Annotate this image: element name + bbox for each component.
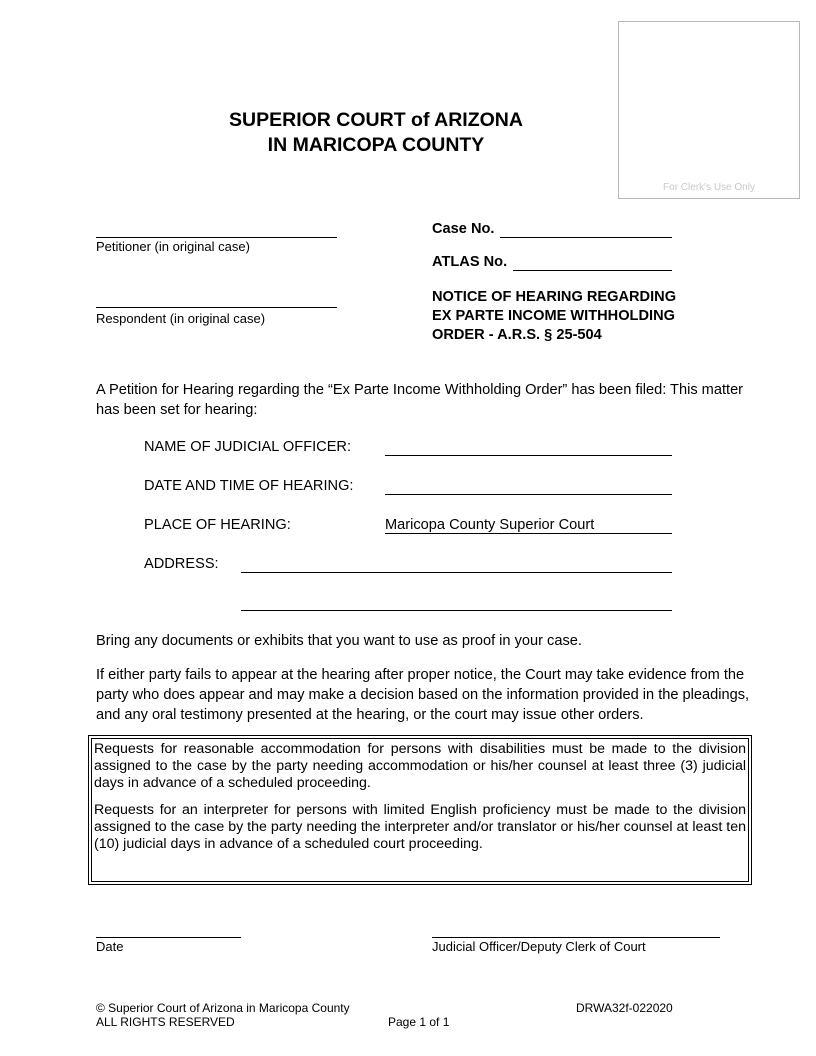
date-time-field[interactable] (385, 478, 672, 495)
atlas-no-label: ATLAS No. (432, 254, 508, 270)
failure-line3: and any oral testimony presented at the hearing, or the court may issue other orders. (96, 707, 644, 723)
place-value: Maricopa County Superior Court (385, 517, 595, 533)
documents-instruction: Bring any documents or exhibits that you want to use as proof in your case. (96, 633, 582, 649)
document-title-line2: EX PARTE INCOME WITHHOLDING (432, 308, 675, 324)
footer-page-number: Page 1 of 1 (388, 1015, 450, 1029)
date-time-label: DATE AND TIME OF HEARING: (144, 478, 354, 494)
footer-form-code: DRWA32f-022020 (576, 1001, 673, 1015)
officer-signature-line[interactable] (432, 924, 720, 938)
judicial-officer-field[interactable] (385, 439, 672, 456)
document-title-line3: ORDER - A.R.S. § 25-504 (432, 327, 602, 343)
clerk-use-box (618, 21, 800, 199)
footer-copyright: © Superior Court of Arizona in Maricopa County (96, 1001, 350, 1015)
respondent-label: Respondent (in original case) (96, 311, 266, 326)
respondent-line[interactable] (96, 292, 337, 308)
address-field-line2[interactable] (241, 594, 672, 611)
address-label: ADDRESS: (144, 556, 219, 572)
intro-line1: A Petition for Hearing regarding the “Ex Parte Income Withholding Order” has been filed: This matter (96, 382, 744, 398)
atlas-no-field[interactable] (513, 255, 672, 271)
place-label: PLACE OF HEARING: (144, 517, 291, 533)
court-county: IN MARICOPA COUNTY (267, 134, 485, 156)
notice-box-inner (91, 738, 749, 882)
judicial-officer-label: NAME OF JUDICIAL OFFICER: (144, 439, 352, 455)
petitioner-line[interactable] (96, 222, 337, 238)
court-name: SUPERIOR COURT of ARIZONA (229, 109, 523, 131)
date-signature-line[interactable] (96, 924, 241, 938)
clerk-use-label: For Clerk's Use Only (663, 182, 755, 193)
petitioner-label: Petitioner (in original case) (96, 239, 250, 254)
officer-label: Judicial Officer/Deputy Clerk of Court (432, 939, 646, 954)
intro-line2: has been set for hearing: (96, 402, 258, 418)
place-field[interactable] (385, 516, 672, 534)
notice-box (88, 735, 752, 885)
date-label: Date (96, 939, 124, 954)
case-no-label: Case No. (432, 221, 495, 237)
case-no-field[interactable] (500, 222, 672, 238)
failure-line1: If either party fails to appear at the hearing after proper notice, the Court may take evidence from the (96, 667, 745, 683)
failure-line2: party who does appear and may make a decision based on the information provided in the pleadings, (96, 687, 750, 703)
address-field-line1[interactable] (241, 556, 672, 573)
document-title-line1: NOTICE OF HEARING REGARDING (432, 289, 677, 305)
interpreter-notice: Requests for an interpreter for persons with limited English proficiency must be made to the division assigned to the case by the party needing the interpreter and/or translator or his/her counsel at least ten (10) judicial days in advance of a scheduled court proceeding. (94, 802, 746, 852)
accommodation-notice: Requests for reasonable accommodation for persons with disabilities must be made to the division assigned to the case by the party needing accommodation or his/her counsel at least three (3) judicial days in advance of a scheduled proceeding. (94, 741, 746, 791)
footer-rights: ALL RIGHTS RESERVED (96, 1015, 235, 1029)
